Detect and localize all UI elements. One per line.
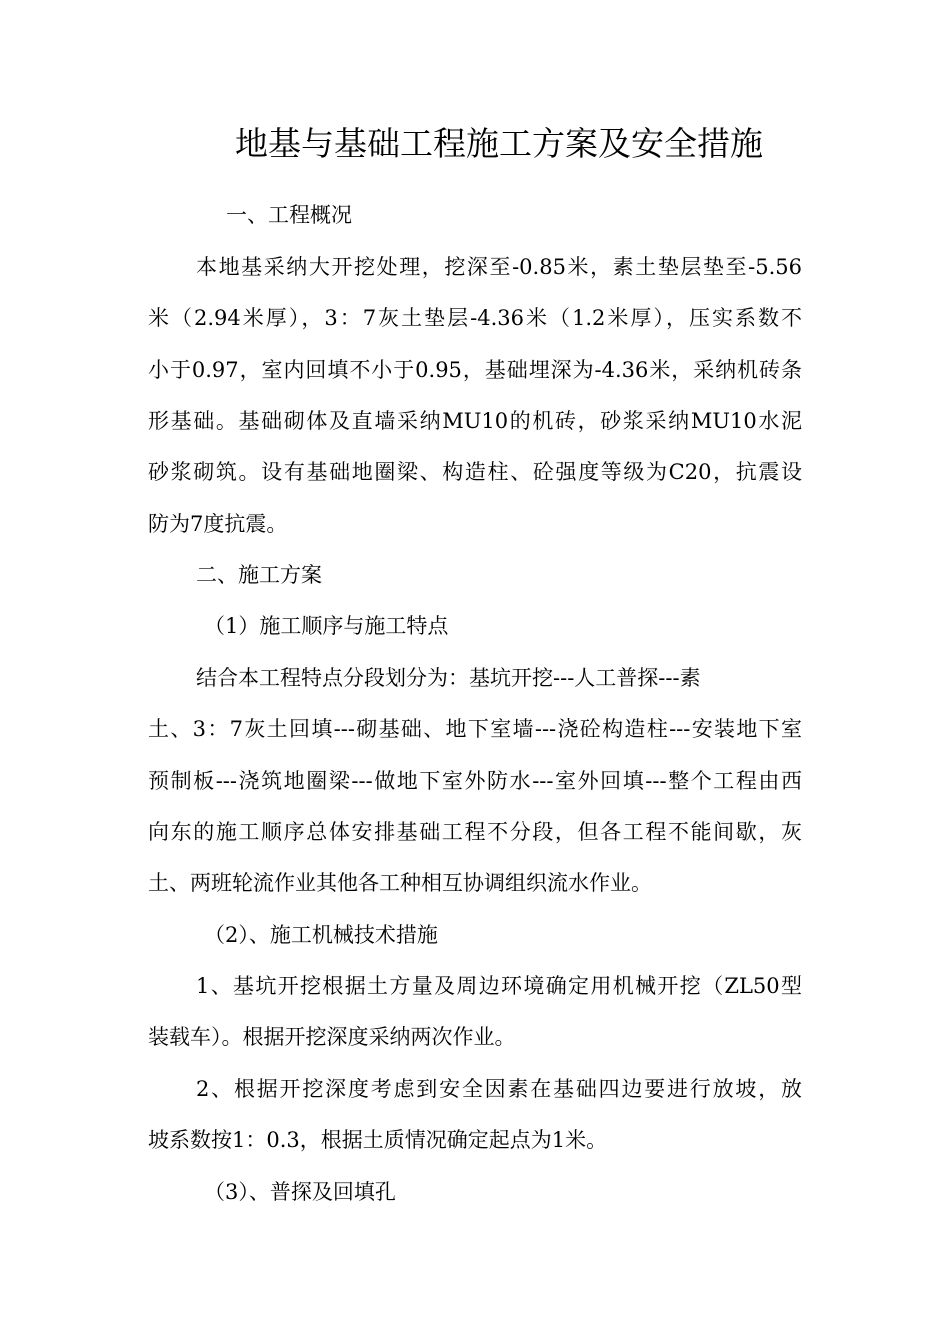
paragraph-line: 2、根据开挖深度考虑到安全因素在基础四边要进行放坡，放 (196, 1077, 802, 1101)
paragraph-line: 预制板---浇筑地圈梁---做地下室外防水---室外回填---整个工程由西 (148, 769, 802, 793)
paragraph-line: 土、3：7灰土回填---砌基础、地下室墙---浇砼构造柱---安装地下室 (148, 717, 802, 741)
paragraph-line: 小于0.97，室内回填不小于0.95，基础埋深为-4.36米，采纳机砖条 (148, 358, 802, 382)
paragraph-line: 结合本工程特点分段划分为：基坑开挖---人工普探---素 (196, 666, 701, 690)
paragraph-line: 土、两班轮流作业其他各工种相互协调组织流水作业。 (148, 871, 652, 895)
paragraph-line: 砂浆砌筑。设有基础地圈梁、构造柱、砼强度等级为C20，抗震设 (148, 460, 802, 484)
heading-project-overview: 一、工程概况 (226, 203, 352, 227)
paragraph-line: 本地基采纳大开挖处理，挖深至-0.85米，素土垫层垫至-5.56 (196, 255, 802, 279)
paragraph-line: 向东的施工顺序总体安排基础工程不分段，但各工程不能间歇，灰 (148, 820, 802, 844)
heading-construction-plan: 二、施工方案 (196, 563, 322, 587)
subheading-sequence: （1）施工顺序与施工特点 (204, 614, 449, 638)
paragraph-line: 1、基坑开挖根据土方量及周边环境确定用机械开挖（ZL50型 (196, 974, 802, 998)
subheading-machinery: （2）、施工机械技术措施 (204, 923, 438, 947)
paragraph-line: 坡系数按1：0.3，根据土质情况确定起点为1米。 (148, 1128, 608, 1152)
subheading-probing: （3）、普探及回填孔 (204, 1180, 396, 1204)
paragraph-line: 形基础。基础砌体及直墙采纳MU10的机砖，砂浆采纳MU10水泥 (148, 409, 802, 433)
paragraph-line: 装载车）。根据开挖深度采纳两次作业。 (148, 1025, 516, 1049)
document-title: 地基与基础工程施工方案及安全措施 (235, 124, 763, 163)
paragraph-line: 防为7度抗震。 (148, 512, 288, 536)
paragraph-line: 米（2.94米厚），3：7灰土垫层-4.36米（1.2米厚），压实系数不 (148, 306, 802, 330)
